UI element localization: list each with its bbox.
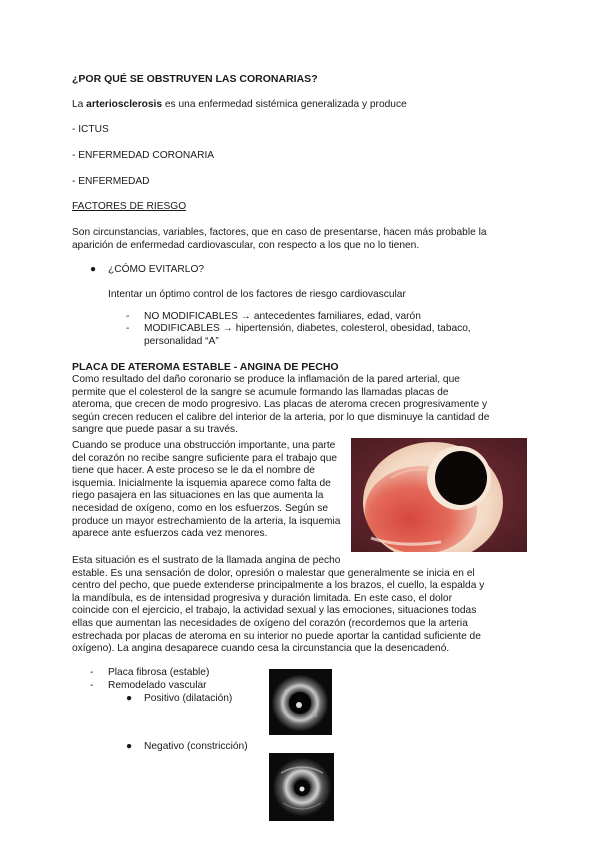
text-line: produce un mayor estrechamiento de la arteria, la isquemia xyxy=(72,515,341,527)
text-line: riego pasajera en las situaciones en las que aumenta la xyxy=(72,490,324,502)
intro-paragraph xyxy=(72,99,407,112)
text-line: aparece ante esfuerzos cada vez menores. xyxy=(72,528,268,540)
list-item-text: Remodelado vascular xyxy=(108,680,207,691)
sublist-item-text: Positivo (dilatación) xyxy=(144,693,233,704)
text-line: aparición de enfermedad cardiovascular, con respecto a los que no lo tienen. xyxy=(72,239,420,251)
list-item-text: Placa fibrosa (estable) xyxy=(108,667,210,678)
text-line: Esta situación es el sustrato de la llamada angina de pecho xyxy=(72,555,341,566)
bullet-how-to-avoid xyxy=(90,264,204,277)
text-line: coincide con el ejercicio, el trabajo, la actividad sexual y las emociones, situaciones todas xyxy=(72,605,477,617)
dash-marker: - xyxy=(90,667,94,678)
ivus-negative-image xyxy=(269,753,334,821)
bullet-label: ¿CÓMO EVITARLO? xyxy=(108,264,205,275)
text-line: ellas que aumentan las necesidades de oxígeno del corazón (recordemos que la arteria xyxy=(72,617,468,629)
text-line: la mandíbula, es de intensidad progresiva y duración limitada. En este caso, el dolor xyxy=(72,592,452,604)
bullet-marker: ● xyxy=(90,264,97,275)
bullet-marker: ● xyxy=(126,693,133,704)
section-heading-angina: PLACA DE ATEROMA ESTABLE - ANGINA DE PECHO xyxy=(72,361,339,373)
intro-bold-term: arteriosclerosis xyxy=(86,99,163,110)
text-line: según crecen reducen el calibre del interior de la arteria, por lo que disminuye la cantidad de xyxy=(72,411,490,423)
paragraph-angina xyxy=(72,555,532,656)
risk-item-text: MODIFICABLES → hipertensión, diabetes, colesterol, obesidad, tabaco, xyxy=(144,323,471,334)
text-line: estable. Es una sensación de dolor, opresión o malestar que generalmente se inicia en el xyxy=(72,567,475,579)
consequence-item: - ICTUS xyxy=(72,124,109,135)
dash-marker: - xyxy=(126,311,130,322)
text-line: necesidad de oxígeno, como en los esfuerzos. Según se xyxy=(72,502,328,514)
risk-item-text: NO MODIFICABLES → antecedentes familiares, edad, varón xyxy=(144,311,421,322)
page-title: ¿POR QUÉ SE OBSTRUYEN LAS CORONARIAS? xyxy=(72,73,318,85)
risk-item-text-block xyxy=(144,323,471,348)
text-line: Como resultado del daño coronario se produce la inflamación de la pared arterial, que xyxy=(72,374,460,385)
text-line: estrechada por placas de ateroma en su interior no puede aportar la cantidad suficiente de xyxy=(72,630,481,642)
paragraph-ischemia xyxy=(72,440,344,541)
sublist-item-text: Negativo (constricción) xyxy=(144,741,248,752)
text-line: Son circunstancias, variables, factores, que en caso de presentarse, hacen más probable la xyxy=(72,227,487,238)
paragraph-plaque xyxy=(72,374,532,437)
ivus-positive-image xyxy=(269,669,332,735)
text-line: sangre que puede pasar a su través. xyxy=(72,424,238,436)
dash-marker: - xyxy=(126,323,130,334)
risk-factors-heading: FACTORES DE RIESGO xyxy=(72,201,187,212)
sublist-item-negative xyxy=(126,741,248,754)
how-to-avoid-text: Intentar un óptimo control de los factores de riesgo cardiovascular xyxy=(108,289,406,300)
artery-cross-section-image xyxy=(351,438,527,552)
risk-item-modifiable xyxy=(126,323,471,348)
risk-item-text: personalidad “A” xyxy=(144,335,219,347)
risk-definition xyxy=(72,227,532,252)
bullet-marker: ● xyxy=(126,741,133,752)
text-line: isquemia. Inicialmente la isquemia aparece como falta de xyxy=(72,477,331,489)
text-line: Cuando se produce una obstrucción importante, una parte xyxy=(72,440,336,451)
list-item-fibrous-plaque xyxy=(90,667,209,680)
artery-photo-drawing xyxy=(351,438,527,552)
risk-item-non-modifiable xyxy=(126,311,421,324)
text-line: del corazón no recibe sangre suficiente para el trabajo que xyxy=(72,452,338,464)
intro-post: es una enfermedad sistémica generalizada y produce xyxy=(162,99,407,110)
text-line: centro del pecho, que puede extenderse principalmente a los brazos, el cuello, la espalda y xyxy=(72,580,485,592)
sublist-item-positive xyxy=(126,693,232,706)
text-line: tiene que hacer. A este proceso se le da el nombre de xyxy=(72,465,315,477)
text-line: oxígeno). La angina desaparece cuando cesa la circunstancia que la desencadenó. xyxy=(72,643,450,655)
ivus-negative-drawing xyxy=(269,753,334,821)
list-item-remodeling xyxy=(90,680,207,693)
consequence-item: - ENFERMEDAD xyxy=(72,176,150,187)
intro-pre: La xyxy=(72,99,87,110)
dash-marker: - xyxy=(90,680,94,691)
text-line: ateroma, que crecen de modo progresivo. Las placas de ateroma crecen progresivamente y xyxy=(72,399,488,411)
text-line: permite que el colesterol de la sangre se acumule formando las llamadas placas de xyxy=(72,386,449,398)
ivus-positive-drawing xyxy=(269,669,332,735)
consequence-item: - ENFERMEDAD CORONARIA xyxy=(72,150,215,161)
